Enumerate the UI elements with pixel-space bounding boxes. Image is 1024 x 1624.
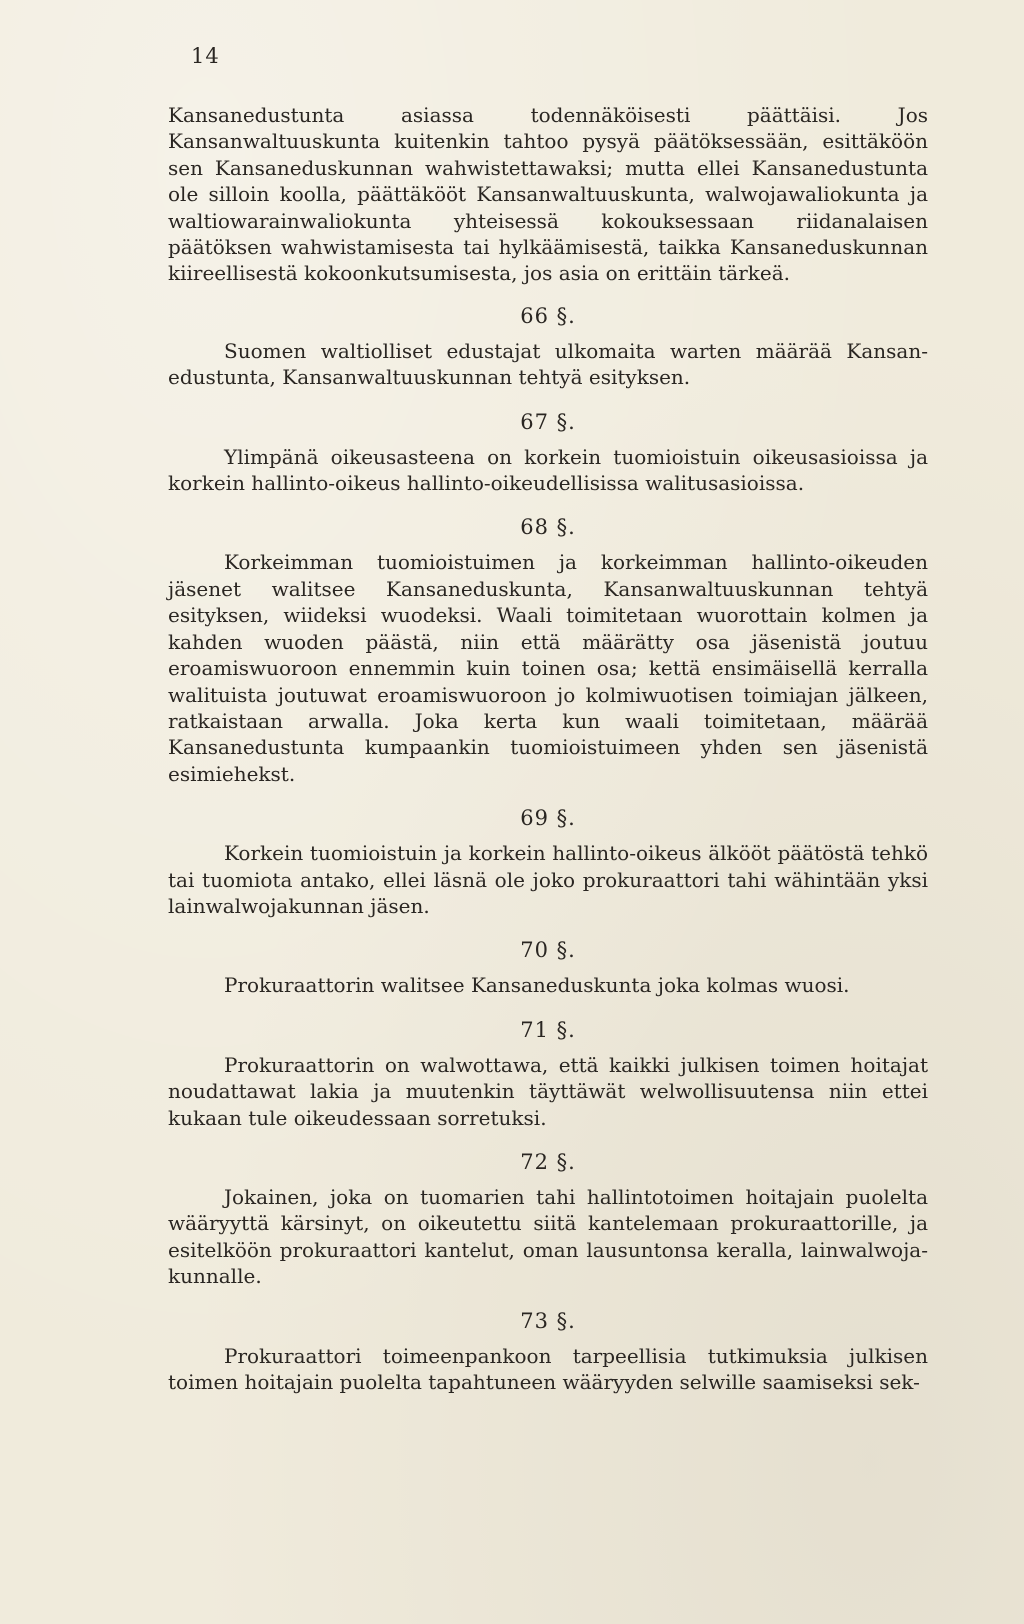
section-69-heading: 69 §. [520, 806, 576, 831]
section-70-heading: 70 §. [520, 938, 576, 963]
section-71-heading: 71 §. [520, 1017, 576, 1042]
section-66-heading: 66 §. [520, 303, 576, 328]
section-71-text: Prokuraattorin on walwottawa, että kaikki julkisen toimen hoitajat noudattawat lakia ja muutenkin täyttäwät welwollisuutensa niin ettei kukaan tule oikeudessaan sorretuksi. [168, 1052, 928, 1130]
section-73-heading: 73 §. [520, 1308, 576, 1333]
section-67-text: Ylimpänä oikeusasteena on korkein tuomioistuin oikeusasioissa ja korkein hallinto-oikeus hallinto-oikeudellisissa walitusasioissa. [168, 444, 928, 496]
section-66-text: Suomen waltiolliset edustajat ulkomaita warten määrää Kansanedustunta, Kansanwaltuuskunnan tehtyä esityksen. [168, 338, 928, 390]
section-68-text: Korkeimman tuomioistuimen ja korkeimman hallinto-oikeuden jäsenet walitsee Kansaneduskunta, Kansanwaltuuskunnan tehtyä esityksen, wiideksi wuodeksi. Waali toimitetaan wuorottain kolmen ja kahden wuoden päästä, niin että määrätty osa jäsenistä joutuu eroamiswuoroon ennemmin kuin toinen osa; kettä ensimäisellä kerralla walituista joutuwat eroamiswuoroon jo kolmiwuotisen toimiajan jälkeen, ratkaistaan arwalla. Joka kerta kun waali toimitetaan, määrää Kansanedustunta kumpaankin tuomioistuimeen yhden sen jäsenistä esimiehekst. [168, 550, 928, 786]
section-70-text: Prokuraattorin walitsee Kansaneduskunta joka kolmas wuosi. [224, 973, 850, 998]
section-73-text: Prokuraattori toimeenpankoon tarpeellisia tutkimuksia julkisen toimen hoitajain puolelta tapahtuneen wääryyden selwille saamiseksi sek- [168, 1343, 928, 1394]
section-68-heading: 68 §. [520, 515, 576, 540]
intro-paragraph: Kansanedustunta asiassa todennäköisesti päättäisi. Jos Kansanwaltuuskunta kuitenkin tahtoo pysyä päätöksessään, esittäköön sen Kansaneduskunnan wahwistettawaksi; mutta ellei Kansanedustunta ole silloin koolla, päättäkööt Kansanwaltuuskunta, walwojawaliokunta ja waltiowarainwaliokunta yhteisessä kokouksessaan riidanalaisen päätöksen wahwistamisesta tai hylkäämisestä, taikka Kansaneduskunnan kiireellisestä kokoonkutsumisesta, jos asia on erittäin tärkeä. [168, 103, 928, 286]
section-72-heading: 72 §. [520, 1149, 576, 1174]
page-body [168, 102, 928, 1395]
section-67-heading: 67 §. [520, 409, 576, 434]
page-number: 14 [191, 44, 220, 68]
section-72-text: Jokainen, joka on tuomarien tahi hallintotoimen hoitajain puolelta wääryyttä kärsinyt, on oikeutettu siitä kantelemaan prokuraattorille, ja esitelköön prokuraattori kantelut, oman lausuntonsa keralla, lainwalwojakunnalle. [168, 1184, 928, 1289]
section-69-text: Korkein tuomioistuin ja korkein hallinto-oikeus älkööt päätöstä tehkö tai tuomiota antako, ellei läsnä ole joko prokuraattori tahi wähintään yksi lainwalwojakunnan jäsen. [168, 841, 928, 918]
